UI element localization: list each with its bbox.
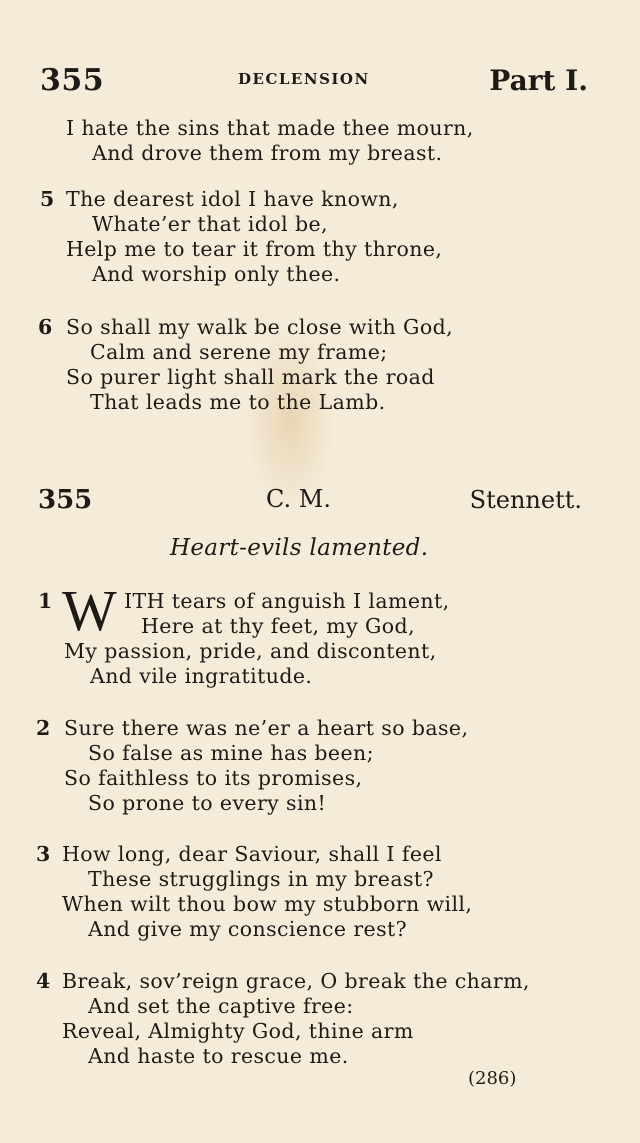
footer-page-count: (286) (468, 1068, 517, 1089)
verse-line: Break, sov’reign grace, O break the charm, (62, 969, 530, 993)
verse-line: The dearest idol I have known, (66, 187, 399, 211)
verse-line: And haste to rescue me. (88, 1044, 349, 1068)
stanza-number: 2 (36, 716, 51, 740)
verse-line: Reveal, Almighty God, thine arm (62, 1019, 414, 1043)
verse-line: ITH tears of anguish I lament, (124, 589, 450, 613)
running-head (40, 60, 588, 100)
verse-line: Sure there was ne’er a heart so base, (64, 716, 469, 740)
section-title: DECLENSION (238, 70, 370, 88)
verse-line: And drove them from my breast. (92, 141, 443, 165)
stanza-number: 5 (40, 187, 55, 211)
verse-line: These strugglings in my breast? (88, 867, 434, 891)
page-number: 355 (40, 62, 105, 98)
hymn-author: Stennett. (469, 486, 582, 514)
verse-line: And give my conscience rest? (88, 917, 408, 941)
verse-line: So faithless to its promises, (64, 766, 363, 790)
hymn-number: 355 (38, 485, 93, 515)
verse-line: So false as mine has been; (88, 741, 374, 765)
verse-line: So purer light shall mark the road (66, 365, 435, 389)
verse-line: Calm and serene my frame; (90, 340, 388, 364)
drop-cap: W (62, 578, 117, 643)
verse-line: So prone to every sin! (88, 791, 327, 815)
stanza-number: 4 (36, 969, 51, 993)
verse-line: My passion, pride, and discontent, (64, 639, 437, 663)
hymn-title: Heart-evils lamented. (170, 535, 429, 561)
verse-line: That leads me to the Lamb. (90, 390, 386, 414)
stanza-number: 3 (36, 842, 51, 866)
stanza-number: 1 (38, 589, 53, 613)
hymn-header (38, 483, 582, 517)
stanza-number: 6 (38, 315, 53, 339)
verse-line: And worship only thee. (92, 262, 341, 286)
verse-line: Whate’er that idol be, (92, 212, 328, 236)
hymn-meter: C. M. (266, 485, 331, 513)
verse-line: I hate the sins that made thee mourn, (66, 116, 474, 140)
verse-line: And set the captive free: (88, 994, 354, 1018)
verse-line: So shall my walk be close with God, (66, 315, 454, 339)
verse-line: How long, dear Saviour, shall I feel (62, 842, 442, 866)
part-label: Part I. (489, 63, 588, 97)
verse-line: When wilt thou bow my stubborn will, (62, 892, 473, 916)
verse-line: Here at thy feet, my God, (141, 614, 415, 638)
verse-line: Help me to tear it from thy throne, (66, 237, 443, 261)
verse-line: And vile ingratitude. (90, 664, 313, 688)
